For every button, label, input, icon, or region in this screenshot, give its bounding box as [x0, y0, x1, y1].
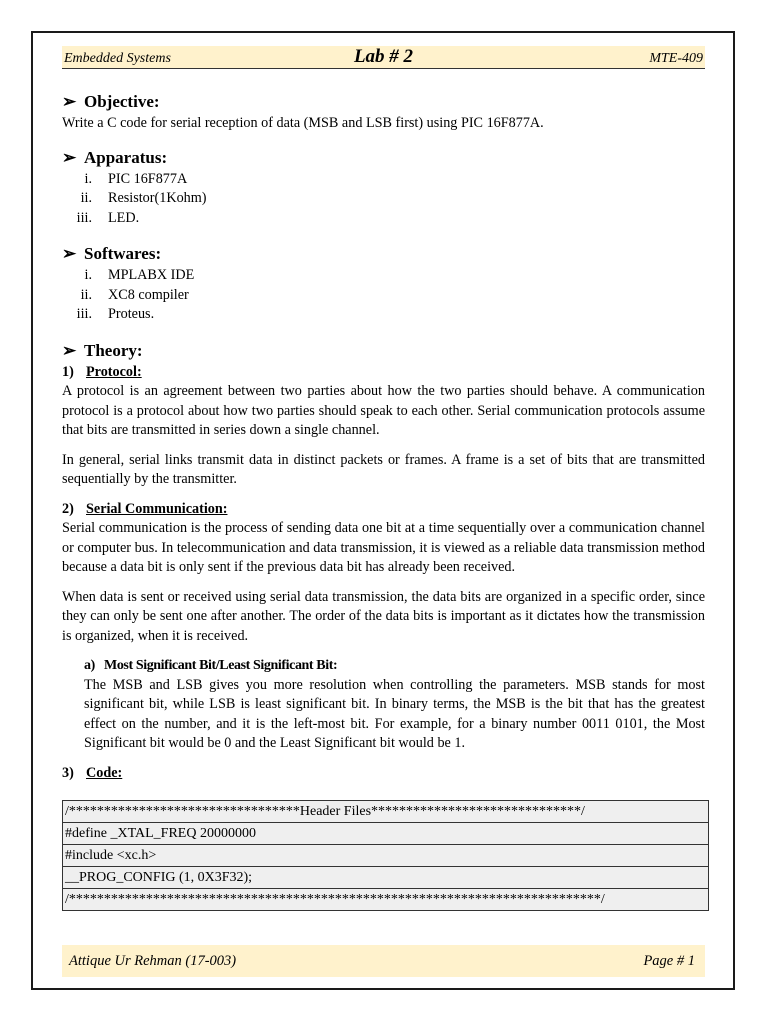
- code-line: #define _XTAL_FREQ 20000000: [63, 823, 709, 845]
- objective-text: Write a C code for serial reception of data (MSB and LSB first) using PIC 16F877A.: [62, 115, 544, 131]
- list-item: i. MPLABX IDE: [84, 267, 195, 283]
- msb-lsb-paragraph: The MSB and LSB gives you more resolution when controlling the parameters. MSB stands for most significant bit, while LSB is least significant bit. In binary terms, the MSB is the bit that has the greatest effect on the number, and it is the left-most bit. For example, for a binary number 0011 0101, the Most Significant bit would be 0 and the Least Significant bit would be 1.: [84, 676, 705, 751]
- softwares-list: [62, 266, 705, 325]
- footer-page-number: Page # 1: [643, 953, 695, 969]
- table-row: [63, 867, 709, 889]
- serial-paragraph-1: Serial communication is the process of sending data one bit at a time sequentially over a communication channel or computer bus. In telecommunication and data transmission, it is viewed as a reliable data transmission method because a data bit is only sent if the previous data bit has already been received.: [62, 520, 705, 575]
- page-footer: [62, 945, 705, 977]
- serial-communication-heading: 2) Serial Communication:: [62, 500, 228, 517]
- table-row: [63, 845, 709, 867]
- arrow-bullet-icon: ➢: [62, 92, 77, 111]
- header-course: Embedded Systems: [64, 51, 171, 66]
- table-row: [63, 889, 709, 911]
- list-item: iii. LED.: [76, 209, 140, 226]
- protocol-heading: 1) Protocol:: [62, 363, 142, 380]
- code-line: /*********************************Header Files******************************/: [63, 801, 709, 823]
- msb-lsb-heading: a) Most Significant Bit/Least Significant Bit:: [84, 658, 338, 673]
- protocol-paragraph-1: A protocol is an agreement between two parties about how the two parties should behave. A communication protocol is a protocol about how two parties should speak to each other. Serial communication protocols assume that bits are transmitted in series down a single channel.: [62, 383, 705, 438]
- code-line: #include <xc.h>: [63, 845, 709, 867]
- serial-paragraph-2: When data is sent or received using serial data transmission, the data bits are organized in a specific order, since they can only be sent one after another. The order of the data bits is important as it dictates how the transmission is organized, when it is received.: [62, 588, 705, 644]
- document-body: [62, 92, 705, 783]
- list-item: ii. XC8 compiler: [80, 286, 189, 303]
- apparatus-heading: ➢ Apparatus:: [62, 147, 168, 167]
- arrow-bullet-icon: ➢: [62, 147, 77, 167]
- header-lab-title: Lab # 2: [353, 46, 414, 67]
- apparatus-list: [62, 170, 705, 229]
- list-item: i. PIC 16F877A: [84, 170, 188, 187]
- arrow-bullet-icon: ➢: [62, 340, 77, 360]
- table-row: [63, 823, 709, 845]
- msb-lsb-section: [62, 656, 705, 754]
- code-line: __PROG_CONFIG (1, 0X3F32);: [63, 867, 709, 889]
- code-table: [62, 800, 709, 911]
- theory-heading: ➢ Theory:: [62, 340, 143, 360]
- code-line: /****************************************************************************/: [63, 889, 709, 911]
- header-course-code: MTE-409: [649, 51, 703, 66]
- code-heading: 3) Code:: [62, 764, 123, 781]
- objective-heading: ➢ Objective:: [62, 92, 160, 111]
- list-item: ii. Resistor(1Kohm): [80, 190, 207, 206]
- table-row: [63, 801, 709, 823]
- arrow-bullet-icon: ➢: [62, 244, 77, 263]
- list-item: iii. Proteus.: [76, 306, 155, 322]
- softwares-heading: ➢ Softwares:: [62, 244, 162, 263]
- page-header: [62, 46, 705, 69]
- footer-author: Attique Ur Rehman (17-003): [69, 953, 237, 969]
- protocol-paragraph-2: In general, serial links transmit data in distinct packets or frames. A frame is a set of bits that are transmitted sequentially by the transmitter.: [62, 451, 705, 487]
